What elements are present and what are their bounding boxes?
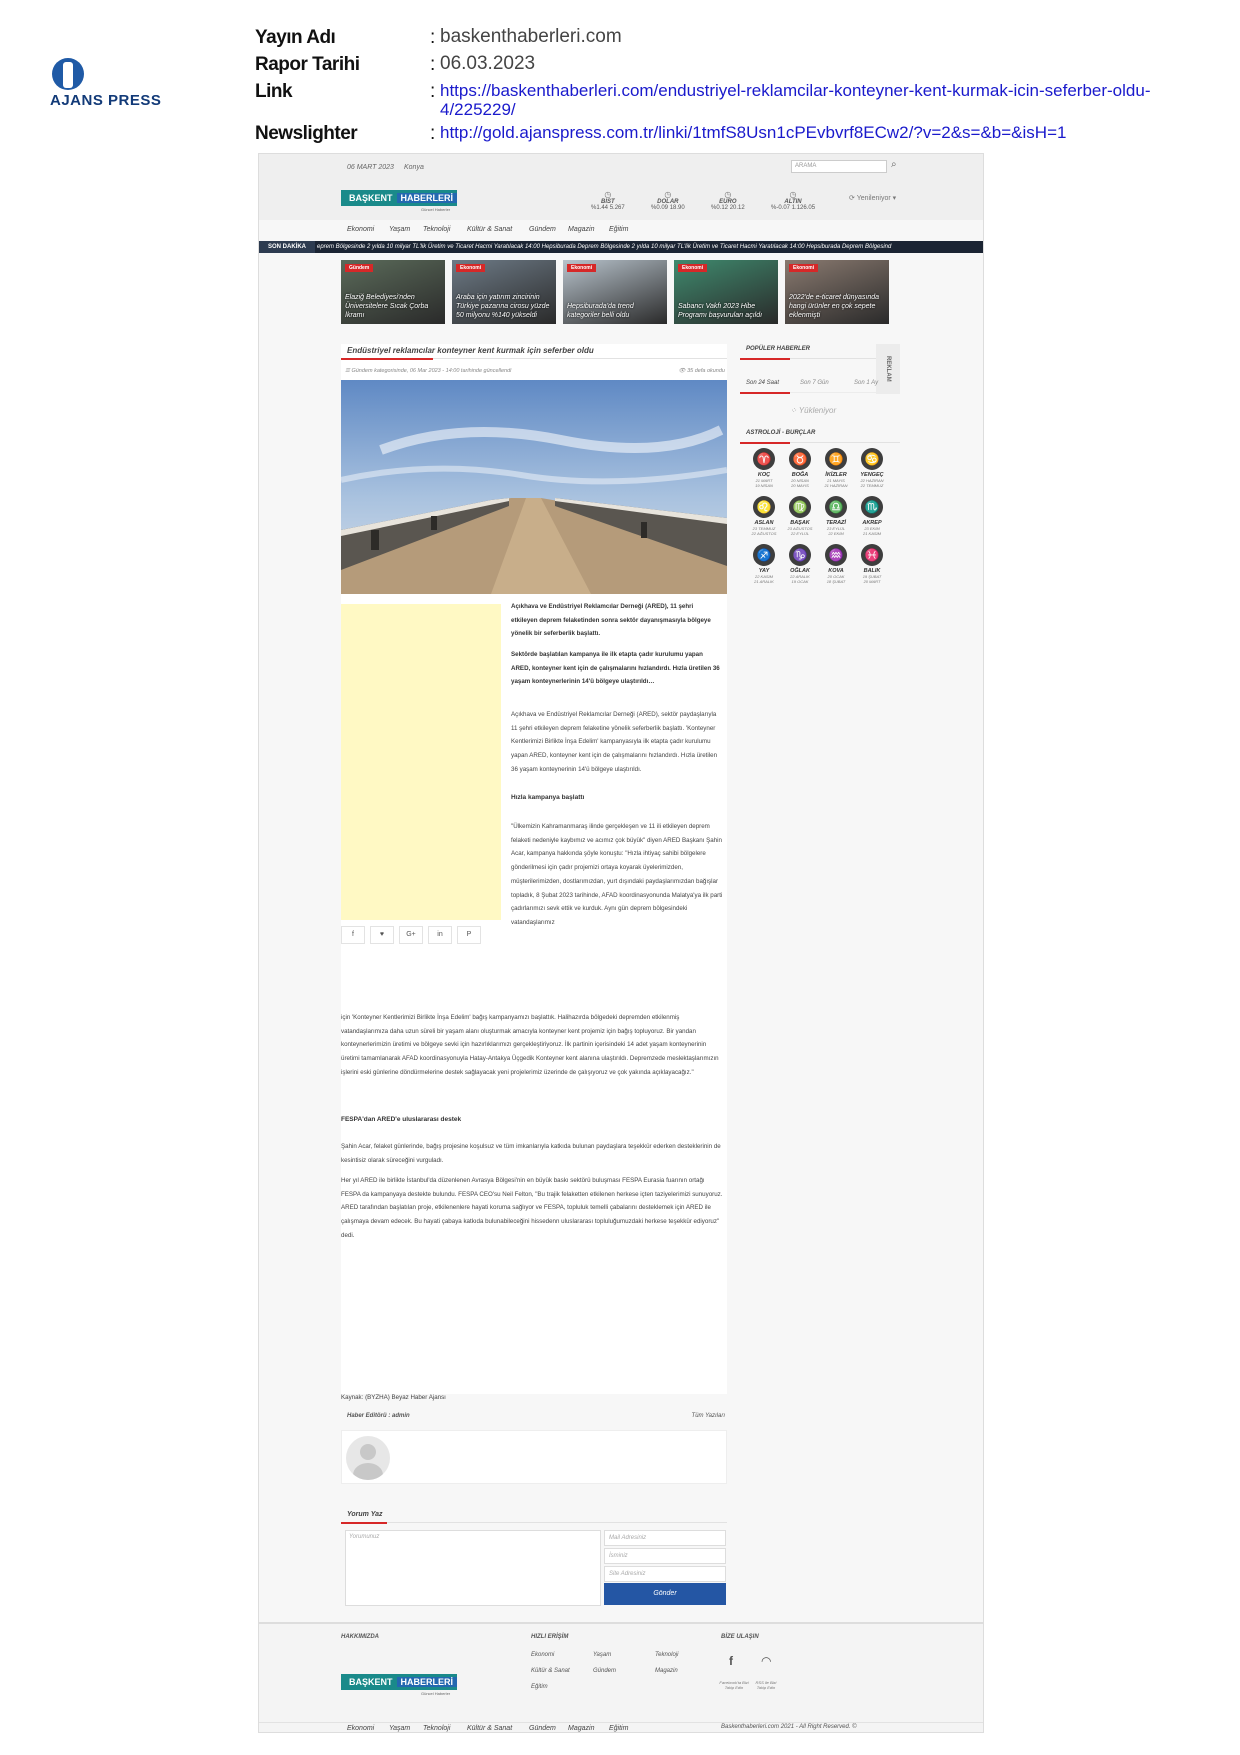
zodiac-sign[interactable] [816,496,856,536]
zodiac-sign[interactable] [744,544,784,584]
submit-button[interactable]: Gönder [604,1583,726,1605]
featured-title: Sabancı Vakfı 2023 Hibe Programı başvuruları açıldı [678,303,763,319]
footer-quick-title: HIZLI ERİŞİM [531,1634,569,1640]
footer-menu-item[interactable]: Magazin [568,1725,595,1732]
share-twitter-icon[interactable]: ♥ [370,926,394,944]
article-source: Kaynak: (BYZHA) Beyaz Haber Ajansı [341,1394,446,1401]
website-field[interactable]: Site Adresiniz [604,1566,726,1582]
footer-menu [259,1722,983,1733]
zodiac-name: KOÇ [757,472,771,478]
article [341,344,727,1401]
tab-24h[interactable]: Son 24 Saat [746,380,780,386]
side-divider [740,392,900,393]
zodiac-icon: ♐ [753,544,775,566]
zodiac-date: 20 NİSAN [791,478,809,483]
footer-link[interactable]: Yaşam [593,1652,612,1658]
fx-bist [591,190,625,211]
top-strip [259,154,983,220]
report-label: Newslighter [255,123,358,144]
footer-link[interactable]: Gündem [593,1668,617,1674]
zodiac-icon: ♓ [861,544,883,566]
logo-left: BAŞKENT [349,1677,393,1687]
category-badge: Ekonomi [567,264,596,272]
logo-sub: Güncel Haberler [421,207,451,212]
zodiac-date: 21 KASIM [862,531,881,536]
zodiac-name: OĞLAK [790,568,810,574]
logo-left: BAŞKENT [349,193,393,203]
tab-7d[interactable]: Son 7 Gün [800,380,829,386]
body-paragraph: Şahin Acar, felaket günlerinde, bağış projesine koşulsuz ve tüm imkanlarıyla katkıda bulunan paydaşlara teşekkür ederken desteklerinin de kesintisiz olarak süreceğini vurguladı. [341,1143,721,1164]
editor-bar [341,1411,727,1425]
zodiac-sign[interactable] [744,496,784,536]
footer-menu-item[interactable]: Kültür & Sanat [467,1725,513,1732]
zodiac-icon: ♎ [825,496,847,518]
refresh-label: Yenileniyor [856,195,891,202]
zodiac-sign[interactable] [852,544,892,584]
zodiac-sign[interactable] [816,544,856,584]
fx-value: 5.267 [609,205,625,211]
zodiac-date: 21 HAZİRAN [824,483,848,488]
logo-sub: Güncel Haberler [421,1691,451,1696]
arrow-icon: ◷ [604,190,612,199]
zodiac-icon: ♏ [861,496,883,518]
report-colon: : [430,54,436,75]
featured-title: Hepsiburada'da trend kategoriler belli oldu [567,303,634,319]
featured-news [341,260,901,326]
fx-key: DOLAR [657,199,679,205]
featured-item[interactable] [785,260,889,324]
article-link[interactable]: https://baskenthaberleri.com/endustriyel-reklamcilar-konteyner-kent-kurmak-icin-seferber-oldu-4/225229/ [440,81,1151,119]
featured-item[interactable] [452,260,556,324]
comment-divider [341,1522,727,1523]
body-paragraph: Açıkhava ve Endüstriyel Reklamcılar Derneği (ARED), sektör paydaşlarıyla 11 şehri etkileyen deprem felaketine yönelik seferberlik başlattı. 'Konteyner Kentlerimizi Birlikte İnşa Edelim' kampanyasıyla ilk etapta çadır kurulumu yapan ARED, konteyner kent için de çalışmalarını hızlandırdı. Hızla üretilen 36 yaşam konteynerinin 14'ü bölgeye ulaştırıldı. [511,711,718,773]
email-field[interactable]: Mail Adresiniz [604,1530,726,1546]
ajans-press-logo [50,58,190,109]
avatar [346,1436,390,1480]
zodiac-date: 22 AĞUSTOS [751,531,777,536]
featured-item[interactable] [674,260,778,324]
body-paragraph: "Ülkemizin Kahramanmaraş ilinde gerçekleşen ve 11 ili etkileyen deprem felaketi nedeniyle kaybımız ve acımız çok büyük" diyen ARED Başkanı Şahin Acar, kampanya hakkında şöyle konuştu: "Hızla ihtiyaç sahibi bölgelere gönderilmesi için çadır projemizi ortaya koyarak üyelerimizden, müşterilerimizden, dostlarımızdan, yurt dışındaki paydaşlarımızdan bağışlar topladık, 8 Şubat 2023 tarihinde, AFAD koordinasyonunda Malatya'ya ilk parti çadırlarımızı sevk ettik ve kurduk. Aynı gün deprem bölgesindeki vatandaşlarımız [511,823,723,926]
footer-about-title: HAKKIMIZDA [341,1634,379,1640]
footer-link[interactable]: Eğitim [531,1684,548,1690]
share-linkedin-icon[interactable]: in [428,926,452,944]
arrow-icon: ◷ [789,190,797,199]
zodiac-date: 22 EYLÜL [790,531,810,536]
comment-textarea[interactable]: Yorumunuz [345,1530,601,1606]
menu-item[interactable]: Magazin [568,226,595,233]
fx-key: EURO [719,199,737,205]
side-divider [740,442,900,443]
featured-title: Araba için yatırım zincirinin Türkiye pazarına cirosu yüzde 50 milyonu %140 yükseldi [456,294,550,319]
zodiac-name: BALIK [863,568,881,574]
zodiac-date: 19 OCAK [791,579,809,584]
footer-menu-item[interactable]: Teknoloji [423,1725,451,1732]
zodiac-name: YAY [758,568,770,574]
fx-change: %0.12 [711,205,729,211]
fx-key: BIST [601,199,615,205]
name-field[interactable]: İsminiz [604,1548,726,1564]
subheading: Hızla kampanya başlattı [511,794,585,801]
menu-item[interactable]: Eğitim [609,226,629,233]
newslighter-link[interactable]: http://gold.ajanspress.com.tr/linki/1tmfS8Usn1cPEvbvrf8ECw2/?v=2&s=&b=&isH=1 [440,123,1067,142]
footer-link[interactable]: Kültür & Sanat [531,1668,570,1674]
zodiac-icon: ♈ [753,448,775,470]
loading-indicator: ⁘ Yükleniyor [790,406,837,415]
logo-right: HABERLERİ [397,1677,458,1687]
zodiac-date: 20 MART [863,579,881,584]
zodiac-sign[interactable] [780,448,820,488]
views-text: 35 defa okundu [687,368,725,374]
body-paragraph: için 'Konteyner Kentlerimizi Birlikte İnşa Edelim' bağış kampanyamızı başlattık. Halihazırda bölgedeki depremden etkilenmiş vatandaşlarımıza daha uzun süreli bir yaşam alanı oluşturmak amacıyla konteyner kent projemiz için bağış topluyoruz. Bir yandan konteynerlerimizin üretimi ve bölgeye sevki için hazırlıklarımızı gerçekleştiriyoruz. İlk partinin içerisindeki 14 adet yaşam konteynerinin üretimi tamamlanarak AFAD koordinasyonuyla Hatay-Antakya Üçgedik Konteyner kent alanına ulaştırıldı. Depremzede meslektaşlarımızın işlerini eski günlerine döndürmelerine destek sağlayacak yeni projelerimiz üzerinde de çalışıyoruz ve çok yakında açıklayacağız." [341,1014,719,1076]
zodiac-date: 18 ŞUBAT [826,579,846,584]
category-badge: Ekonomi [456,264,485,272]
breaking-text[interactable]: eprem Bölgesinde 2 yılda 10 milyar TL'lik Üretim ve Ticaret Hacmi Yaratılacak 14:00 Hepsiburada Deprem Bölgesinde 2 yılda 10 milyar TL'lik Üretim ve Ticaret Hacmi Yaratılacak 14:00 Hepsiburada Deprem Bölgesind [317,244,892,250]
zodiac-icon: ♋ [861,448,883,470]
zodiac-sign[interactable] [816,448,856,488]
subheading: FESPA'dan ARED'e uluslararası destek [341,1116,462,1123]
fx-value: 1.126.05 [791,205,816,211]
zodiac-date: 23 EYLÜL [826,526,846,531]
site-logo[interactable] [341,178,457,218]
arrow-icon: ◷ [664,190,672,199]
report-label: Yayın Adı [255,27,336,48]
breaking-label: SON DAKİKA [259,241,315,253]
report-label: Rapor Tarihi [255,54,360,75]
category-badge: Ekonomi [678,264,707,272]
article-views: 👁 35 defa okundu [678,368,725,374]
zodiac-name: İKİZLER [825,472,847,478]
share-google-icon[interactable]: G+ [399,926,423,944]
category-badge: Ekonomi [789,264,818,272]
fx-dolar [651,190,685,211]
lead-paragraph: Sektörde başlatılan kampanya ile ilk etapta çadır kurulumu yapan ARED, konteyner kent için de çalışmalarını hızlandırdı. Hızla üretilen 36 yaşam konteynerlerinin 14'ü bölgeye ulaştırıldı… [511,651,720,686]
ajans-press-logo-text: AJANS PRESS [50,92,162,109]
footer-menu-item[interactable]: Eğitim [609,1725,629,1732]
hero-image-container-camp [341,380,727,594]
zodiac-sign[interactable] [744,448,784,488]
footer-menu-item[interactable]: Yaşam [389,1725,411,1732]
featured-title: Elaziğ Belediyesi'nden Üniversitelere Sıcak Çorba İkramı [345,294,429,319]
zodiac-icon: ♍ [789,496,811,518]
footer-link[interactable]: Teknoloji [655,1652,679,1658]
article-meta: ☰ Gündem kategorisinde, 06 Mar 2023 - 14:00 tarihinde güncellendi [345,368,512,374]
refresh-status: ⟳ Yenileniyor ▾ [849,195,897,202]
footer-menu-item[interactable]: Gündem [529,1725,556,1732]
loading-text: Yükleniyor [798,406,837,415]
fx-value: 18.90 [669,205,685,211]
globe-icon [52,58,84,90]
article-meta-text: Gündem kategorisinde, 06 Mar 2023 - 14:00 tarihinde güncellendi [351,368,512,374]
footer [259,1622,983,1733]
ad-placeholder[interactable] [341,604,501,920]
zodiac-name: TERAZİ [826,520,846,526]
footer-contact-title: BİZE ULAŞIN [721,1634,759,1640]
menu-item[interactable]: Ekonomi [347,226,375,233]
zodiac-date: 22 ARALIK [790,574,810,579]
share-pinterest-icon[interactable]: P [457,926,481,944]
editor-label [347,1413,410,1419]
fx-change: %-0.07 [771,205,791,211]
search-input[interactable]: ARAMA [791,160,887,173]
logo-right: HABERLERİ [397,193,458,203]
arrow-icon: ◷ [724,190,732,199]
astrology-title: ASTROLOJİ - BURÇLAR [746,430,816,436]
zodiac-sign[interactable] [852,448,892,488]
zodiac-date: 21 MAYIS [827,478,845,483]
menu-item[interactable]: Kültür & Sanat [467,226,513,233]
report-colon: : [430,123,436,144]
zodiac-name: BAŞAK [790,520,810,526]
site-date: 06 MART 2023 [347,164,394,171]
zodiac-name: KOVA [828,568,844,574]
page-capture [258,153,984,1733]
all-posts-link[interactable]: Tüm Yazıları [691,1413,725,1419]
footer-menu-item[interactable]: Ekonomi [347,1725,375,1732]
zodiac-date: 20 OCAK [827,574,845,579]
zodiac-date: 23 TEMMUZ [752,526,776,531]
body-paragraph: Her yıl ARED ile birlikte İstanbul'da düzenlenen Avrasya Bölgesi'nin en büyük baskı sektörü buluşması FESPA Eurasia fuarının ortağı FESPA da kampanyaya destekte bulundu. FESPA CEO'su Neil Felton, "Bu trajik felaketten etkilenen herkese içten taziyelerimizi sunuyoruz. ARED tarafından başlatılan proje, etkilenenlere hayati koruma sağlıyor ve FESPA, topluluk temelli çabalarını desteklemek için ARED ile çalışmaya devam edecek. Bu hayati çabaya katkıda bulunabileceğini hissedenn uluslararası topluluğumuzdaki herkese teşekkür ediyoruz" dedi. [341,1177,723,1239]
fx-key: ALTIN [784,199,802,205]
zodiac-icon: ♒ [825,544,847,566]
title-divider [341,358,727,359]
zodiac-icon: ♑ [789,544,811,566]
zodiac-sign[interactable] [852,496,892,536]
zodiac-name: AKREP [862,520,882,526]
facebook-label: Facebook'ta Bizi Takip Edin [719,1680,749,1690]
fx-altin [771,190,815,211]
zodiac-name: ASLAN [754,520,774,526]
fx-euro [711,190,745,211]
footer-link[interactable]: Magazin [655,1668,678,1674]
zodiac-date: 19 NİSAN [755,483,773,488]
zodiac-date: 19 ŞUBAT [862,574,882,579]
footer-link[interactable]: Ekonomi [531,1652,555,1658]
share-facebook-icon[interactable]: f [341,926,365,944]
zodiac-date: 23 EKİM [864,526,880,531]
zodiac-sign[interactable] [780,544,820,584]
weather-city: Konya [404,164,424,171]
featured-item[interactable] [563,260,667,324]
menu-item[interactable]: Teknoloji [423,226,451,233]
rss-label: RSS ile Bizi Takip Edin [755,1680,777,1690]
category-badge: Gündem [345,264,373,272]
report-label: Link [255,81,293,102]
fx-change: %1.44 [591,205,609,211]
zodiac-date: 22 TEMMUZ [860,483,884,488]
zodiac-icon: ♉ [789,448,811,470]
footer-logo[interactable] [341,1662,457,1702]
popular-news-title: POPÜLER HABERLER [746,346,811,352]
ad-tab[interactable]: REKLAM [876,344,900,394]
zodiac-name: BOĞA [791,472,809,478]
zodiac-date: 21 MART [755,478,773,483]
article-title: Endüstriyel reklamcılar konteyner kent kurmak için seferber oldu [347,346,594,355]
comment-title: Yorum Yaz [347,1511,383,1518]
fx-change: %0.09 [651,205,669,211]
main-menu [259,224,983,238]
editor-name[interactable]: admin [392,1413,410,1419]
editor-card [341,1430,727,1484]
zodiac-date: 20 MAYIS [791,483,809,488]
editor-label-text: Haber Editörü : [347,1413,391,1419]
search-icon[interactable]: ⌕ [891,159,897,170]
zodiac-name: YENGEÇ [860,472,884,478]
featured-title: 2022'de e-ticaret dünyasında hangi ürünler en çok sepete eklenmişti [789,294,880,319]
zodiac-date: 23 AĞUSTOS [787,526,813,531]
zodiac-icon: ♊ [825,448,847,470]
zodiac-date: 22 KASIM [754,574,773,579]
lead-paragraph: Açıkhava ve Endüstriyel Reklamcılar Derneği (ARED), 11 şehri etkileyen deprem felaketinden sonra sektör dayanışmasıyla bölgeye yönelik bir seferberlik başlattı. [511,603,711,638]
menu-item[interactable]: Yaşam [389,226,411,233]
menu-item[interactable]: Gündem [529,226,556,233]
report-value: baskenthaberleri.com [440,26,622,47]
breaking-news-ticker [259,241,983,253]
facebook-icon[interactable]: f [729,1654,733,1668]
zodiac-icon: ♌ [753,496,775,518]
copyright: Baskenthaberleri.com 2021 - All Right Reserved. © [721,1724,857,1730]
report-colon: : [430,27,436,48]
tab-1m[interactable]: Son 1 Ay [854,380,879,386]
zodiac-date: 22 HAZİRAN [860,478,884,483]
featured-item[interactable] [341,260,445,324]
zodiac-date: 21 ARALIK [754,579,774,584]
rss-icon[interactable]: ◠ [761,1654,772,1668]
report-value: 06.03.2023 [440,53,536,74]
fx-value: 20.12 [729,205,745,211]
report-colon: : [430,81,436,102]
zodiac-date: 22 EKİM [828,531,844,536]
zodiac-sign[interactable] [780,496,820,536]
